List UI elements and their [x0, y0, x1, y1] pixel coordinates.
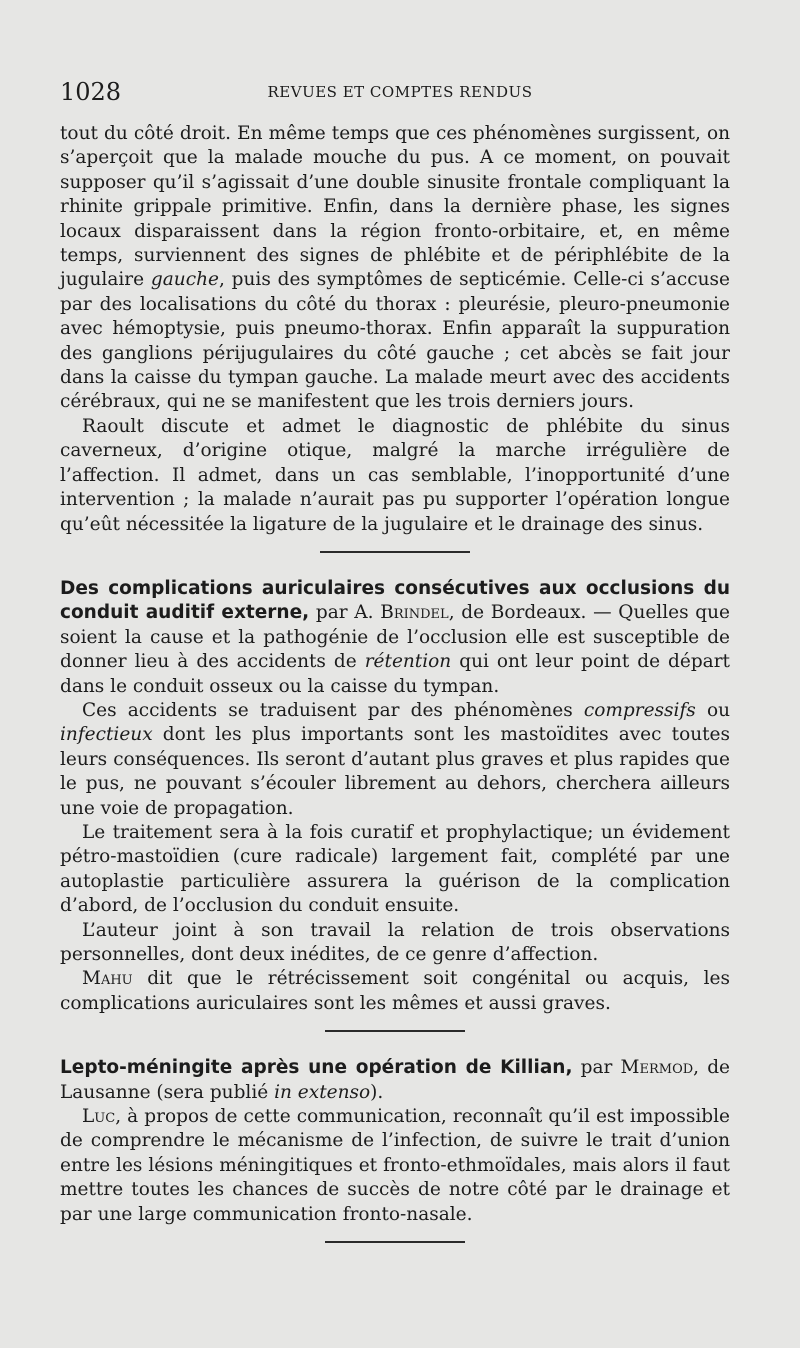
- text-run: par: [572, 1057, 621, 1079]
- text-run: tout du côté droit. En même temps que ces phénomènes surgissent, on s’aperçoit que la malade mouche du pus. A ce moment, on pouvait supposer qu’il s’agissait d’une double sinusite frontale compliquant la rhinite grippale primitive. Enfin, dans la dernière phase, les signes locaux disparaissent dans la région fronto-orbitaire, et, en même temps, surviennent des signes de phlébite et de périphlébite de la jugulaire: [60, 123, 730, 291]
- emphasis-text: compressifs: [583, 699, 696, 721]
- text-run: dit que le rétrécissement soit congénital ou acquis, les complications auriculaires sont les mêmes et aussi graves.: [60, 968, 730, 1014]
- page-header: [60, 78, 740, 108]
- paragraph-auteur: L’auteur joint à son travail la relation de trois observations personnelles, dont deux inédites, de ce genre d’affection.: [60, 919, 730, 965]
- text-run: Ces accidents se traduisent par des phénomènes: [82, 699, 584, 721]
- page-number: 1028: [60, 78, 122, 106]
- author-name: Brindel: [380, 602, 449, 624]
- emphasis-text: rétention: [364, 651, 452, 673]
- text-run: qui ont leur point de départ dans le conduit osseux ou la caisse du tympan.: [60, 651, 730, 697]
- paragraph-accidents: [60, 699, 730, 821]
- article-mermod-intro: [60, 1056, 730, 1105]
- text-run: dont les plus importants sont les mastoïdites avec toutes leurs conséquences. Ils seront d’autant plus graves et plus rapides que le pus, ne pouvant s’écouler librement au dehors, cherchera ailleurs une voie de propagation.: [60, 724, 730, 819]
- article-title: Des complications auriculaires consécutives aux occlusions du conduit auditif externe,: [60, 577, 730, 624]
- text-run: , à propos de cette communication, reconnaît qu’il est impossible de comprendre le mécanisme de l’infection, de suivre le trait d’union entre les lésions méningitiques et fronto-ethmoïdales, mais alors il faut mettre toutes les chances de succès de notre côté par le drainage et par une large communication fronto-nasale.: [60, 1106, 730, 1225]
- article-brindel-intro: [60, 577, 730, 699]
- text-run: ou: [695, 699, 730, 721]
- text-run: , puis des symptômes de septicémie. Celle-ci s’accuse par des localisations du côté du thorax : pleurésie, pleuro-pneumonie avec hémoptysie, puis pneumo-thorax. Enfin apparaît la suppuration des ganglions périjugulaires du côté gauche ; cet abcès se fait jour dans la caisse du tympan gauche. La malade meurt avec des accidents cérébraux, qui ne se manifestent que les trois derniers jours.: [60, 269, 730, 413]
- text-run: , de Bordeaux. — Quelles que soient la cause et la pathogénie de l’occlusion elle est susceptible de donner lieu à des accidents de: [60, 602, 730, 673]
- paragraph-mahu: [60, 967, 730, 1016]
- emphasis-text: in extenso: [274, 1081, 371, 1103]
- discussant-name: Mahu: [82, 968, 133, 990]
- paragraph-traitement: Le traitement sera à la fois curatif et prophylactique; un évidement pétro-mastoïdien (cure radicale) largement fait, complété par une autoplastie particulière assurera la guérison de la complication d’abord, de l’occlusion du conduit ensuite.: [60, 821, 730, 917]
- paragraph-continuation: [60, 122, 730, 415]
- author-name: Mermod: [620, 1057, 694, 1079]
- article-title: Lepto-méningite après une opération de Killian,: [60, 1057, 573, 1079]
- text-run: , de Lausanne (sera publié: [60, 1057, 730, 1103]
- emphasis-text: gauche: [150, 269, 219, 291]
- emphasis-text: infectieux: [60, 724, 153, 746]
- paragraph-raoult: Raoult discute et admet le diagnostic de phlébite du sinus caverneux, d’origine otique, malgré la marche irrégulière de l’affection. Il admet, dans un cas semblable, l’inopportunité d’une intervention ; la malade n’aurait pas pu supporter l’opération longue qu’eût nécessitée la ligature de la jugulaire et le drainage des sinus.: [60, 415, 730, 535]
- text-run: ).: [370, 1081, 384, 1103]
- page-body: [60, 122, 730, 1267]
- section-divider: [325, 1241, 465, 1243]
- text-run: par A.: [309, 602, 381, 624]
- section-divider: [325, 1030, 465, 1032]
- running-head: REVUES ET COMPTES RENDUS: [267, 83, 533, 101]
- section-divider: [320, 551, 470, 553]
- discussant-name: Luc: [82, 1106, 116, 1128]
- paragraph-luc: [60, 1105, 730, 1227]
